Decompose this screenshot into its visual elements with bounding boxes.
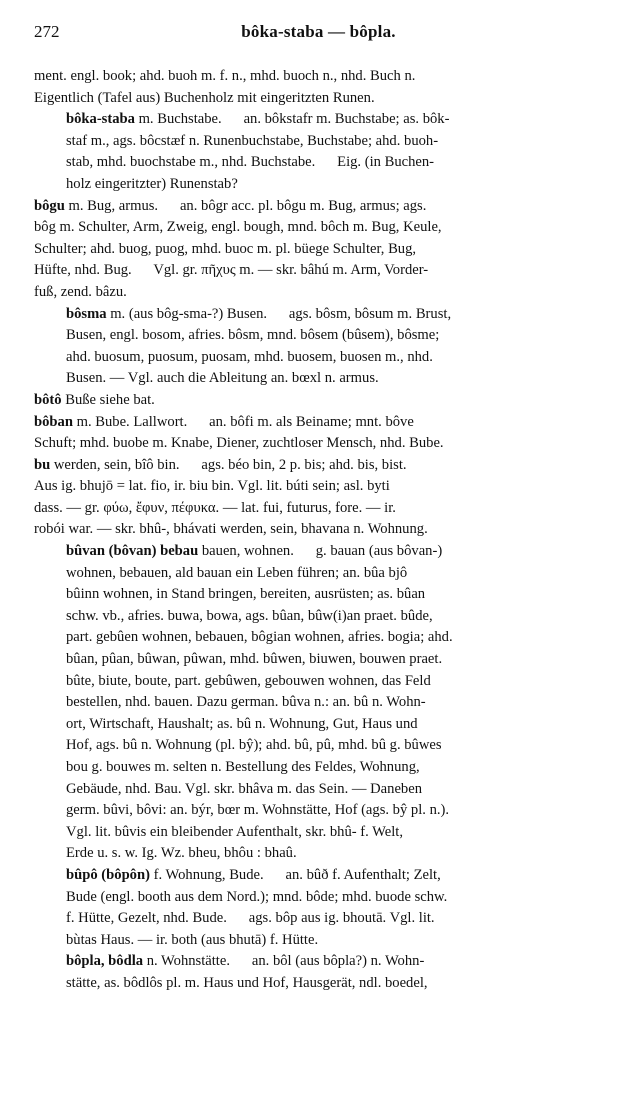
text-line	[34, 390, 606, 412]
text-line	[34, 260, 606, 282]
text-line	[34, 217, 606, 239]
entry-text: m. Bug, armus. an. bôgr acc. pl. bôgu m. Bug, armus; ags.	[64, 197, 427, 214]
text-line	[34, 455, 606, 477]
text-line	[34, 541, 606, 563]
headword: bûvan (bôvan) bebau	[66, 543, 199, 560]
entry-text: dass. — gr. φύω, ἔφυν, πέφυκα. — lat. fui, futurus, fore. — ir.	[34, 499, 396, 516]
text-line	[34, 412, 606, 434]
entry-text: Eigentlich (Tafel aus) Buchenholz mit eingeritzten Runen.	[34, 89, 375, 106]
entry-text: germ. bûvi, bôvi: an. býr, bœr m. Wohnstätte, Hof (ags. bŷ pl. n.).	[66, 802, 450, 819]
entry-text: bou g. bouwes m. selten n. Bestellung des Feldes, Wohnung,	[66, 759, 420, 775]
text-line	[34, 347, 606, 369]
text-line	[34, 822, 606, 844]
text-line	[34, 735, 606, 757]
entry-text: bauen, wohnen. g. bauan (aus bôvan-)	[198, 543, 443, 560]
entry-text: wohnen, bebauen, ald bauan ein Leben führen; an. bûa bjô	[66, 564, 408, 581]
entry-text: n. Wohnstätte. an. bôl (aus bôpla?) n. Wohn-	[143, 953, 425, 970]
entry-text: Schulter; ahd. buog, puog, mhd. buoc m. pl. büege Schulter, Bug,	[34, 240, 417, 257]
text-line	[34, 498, 606, 520]
entry-text: Hof, ags. bû n. Wohnung (pl. bŷ); ahd. bû, pû, mhd. bû g. bûwes	[66, 737, 442, 754]
headword: bu	[34, 456, 51, 473]
text-line	[34, 714, 606, 736]
page-number: 272	[34, 22, 60, 41]
text-line	[34, 304, 606, 326]
text-line	[34, 584, 606, 606]
text-line	[34, 865, 606, 887]
text-line	[34, 606, 606, 628]
entry-text: fuß, zend. bâzu.	[34, 283, 127, 300]
entry-text: stätte, as. bôdlôs pl. m. Haus und Hof, Hausgerät, ndl. boedel,	[66, 974, 428, 991]
entry-text: Schuft; mhd. buobe m. Knabe, Diener, zuchtloser Mensch, nhd. Bube.	[34, 435, 444, 452]
entry-text: f. Hütte, Gezelt, nhd. Bude. ags. bôp aus ig. bhoutā. Vgl. lit.	[66, 910, 435, 927]
entry-text: bûan, pûan, bûwan, pûwan, mhd. bûwen, biuwen, bouwen praet.	[66, 651, 443, 668]
text-line	[34, 433, 606, 455]
entry-text: m. Bube. Lallwort. an. bôfi m. als Beiname; mnt. bôve	[72, 413, 414, 430]
running-head: bôka-staba — bôpla.	[241, 22, 396, 41]
headword: bôsma	[66, 305, 107, 322]
text-line	[34, 66, 606, 88]
entry-text: Busen, engl. bosom, afries. bôsm, mnd. bôsem (bûsem), bôsme;	[66, 327, 440, 344]
headword: bôpla, bôdla	[66, 953, 144, 970]
text-line	[34, 843, 606, 865]
entry-text: Erde u. s. w. Ig. Wz. bheu, bhôu : bhaû.	[66, 845, 297, 862]
entry-text: Busen. — Vgl. auch die Ableitung an. bœxl n. armus.	[66, 370, 379, 387]
entry-text: ort, Wirtschaft, Haushalt; as. bû n. Wohnung, Gut, Haus und	[66, 715, 418, 732]
text-line	[34, 563, 606, 585]
text-line	[34, 692, 606, 714]
page-header	[34, 22, 603, 46]
text-line	[34, 476, 606, 498]
headword: bôka-staba	[66, 111, 135, 128]
entry-text: bùtas Haus. — ir. both (aus bhutā) f. Hütte.	[66, 931, 319, 948]
text-line	[34, 973, 606, 995]
entry-text: bôg m. Schulter, Arm, Zweig, engl. bough, mnd. bôch m. Bug, Keule,	[34, 219, 442, 236]
text-line	[34, 671, 606, 693]
entry-text: bûinn wohnen, in Stand bringen, bereiten, ausrüsten; as. bûan	[66, 586, 426, 603]
headword: bôgu	[34, 197, 65, 214]
entry-text: Vgl. lit. bûvis ein bleibender Aufenthalt, skr. bhû- f. Welt,	[66, 823, 403, 840]
text-line	[34, 951, 606, 973]
entry-text: werden, sein, bîô bin. ags. béo bin, 2 p. bis; ahd. bis, bist.	[50, 456, 407, 473]
text-line	[34, 779, 606, 801]
entry-text: schw. vb., afries. buwa, bowa, ags. bûan, bûw(i)an praet. bûde,	[66, 607, 433, 624]
entry-text: ment. engl. book; ahd. buoh m. f. n., mhd. buoch n., nhd. Buch n.	[34, 68, 416, 84]
text-line	[34, 131, 606, 153]
text-line	[34, 800, 606, 822]
text-line	[34, 519, 606, 541]
entry-text: Hüfte, nhd. Bug. Vgl. gr. πῆχυς m. — skr. bâhú m. Arm, Vorder-	[34, 262, 429, 279]
text-line	[34, 930, 606, 952]
text-line	[34, 196, 606, 218]
entry-text: Buße siehe bat.	[61, 391, 155, 408]
headword: bûpô (bôpôn)	[66, 866, 150, 883]
text-line	[34, 152, 606, 174]
text-line	[34, 88, 606, 110]
text-line	[34, 174, 606, 196]
entry-text: m. Buchstabe. an. bôkstafr m. Buchstabe; as. bôk-	[134, 111, 450, 128]
entry-text: m. (aus bôg-sma-?) Busen. ags. bôsm, bôsum m. Brust,	[106, 305, 452, 322]
entry-text: ahd. buosum, puosum, puosam, mhd. buosem, buosen m., nhd.	[66, 348, 433, 365]
entry-text: bûte, biute, boute, part. gebûwen, gebouwen wohnen, das Feld	[66, 672, 431, 689]
entry-text: Bude (engl. booth aus dem Nord.); mnd. bôde; mhd. buode schw.	[66, 888, 448, 905]
headword: bôban	[34, 413, 73, 430]
entries-body	[34, 66, 606, 995]
text-line	[34, 239, 606, 261]
entry-text: holz eingeritzter) Runenstab?	[66, 175, 238, 192]
text-line	[34, 368, 606, 390]
text-line	[34, 887, 606, 909]
entry-text: bestellen, nhd. bauen. Dazu german. bûva n.: an. bû n. Wohn-	[66, 694, 426, 711]
entry-text: stab, mhd. buochstabe m., nhd. Buchstabe. Eig. (in Buchen-	[66, 154, 435, 171]
text-line	[34, 908, 606, 930]
text-line	[34, 627, 606, 649]
text-line	[34, 325, 606, 347]
text-line	[34, 109, 606, 131]
entry-text: Gebäude, nhd. Bau. Vgl. skr. bhâva m. das Sein. — Daneben	[66, 780, 422, 797]
headword: bôtô	[34, 391, 62, 408]
entry-text: robói war. — skr. bhû-, bhávati werden, sein, bhavana n. Wohnung.	[34, 521, 428, 538]
text-line	[34, 282, 606, 304]
text-line	[34, 649, 606, 671]
entry-text: Aus ig. bhujō = lat. fio, ir. biu bin. Vgl. lit. búti sein; asl. byti	[34, 478, 390, 495]
entry-text: f. Wohnung, Bude. an. bûð f. Aufenthalt; Zelt,	[149, 866, 441, 883]
text-line	[34, 757, 606, 779]
entry-text: staf m., ags. bôcstæf n. Runenbuchstabe, Buchstabe; ahd. buoh-	[66, 132, 439, 149]
entry-text: part. gebûen wohnen, bebauen, bôgian wohnen, afries. bogia; ahd.	[66, 629, 453, 646]
